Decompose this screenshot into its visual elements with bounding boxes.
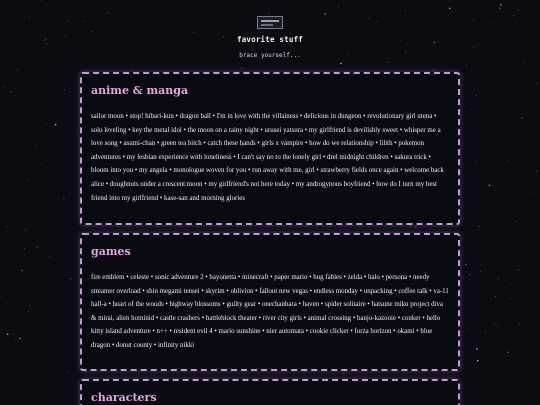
section-anime-manga [80, 72, 460, 225]
section-title-anime-manga: anime & manga [91, 84, 189, 97]
section-list-anime-manga: sailor moon • stop! hibari-kun • dragon ball • I'm in love with the villainess • delicious in dungeon • revolutionary girl utena • solo leveling • key the metal idol • the moon on a rainy night • urusei yatsura • my girlfriend is devilishly sweet • whisper me a love song • asumi-chan • green tea bitch • catch these hands • girls x vampire • how do we relationship • lilith • pokemon adventures • my lesbian experience with loneliness • I can't say no to the lonely girl • drel midnight children • sakura trick • bloom into you • my angela • monologue woven for you • run away with me, girl • strawberry fields once again • welcome back alice • doughnuts under a crescent moon • my girlfriend's not here today • my androgynous boyfriend • how do I turn my best friend into my girlfriend • kase-san and morning glories [91, 113, 444, 202]
section-characters [80, 379, 460, 405]
site-subtitle: brace yourself... [239, 52, 301, 59]
section-games [80, 233, 460, 371]
section-title-characters: characters [91, 391, 157, 404]
section-title-games: games [91, 245, 131, 258]
section-list-games: fire emblem • celeste • sonic adventure 2 • bayonetta • minecraft • paper mario • bug fables • zelda • halo • persona • needy streamer overload • shin megami tensei • skyrim • oblivion • fallout new vegas • endless monday • unpacking • coffee talk • va-11 hall-a • heart of the woods • highway blossoms • guilty gear • onechanbara • haven • spider solitaire • hatsune miku project diva & mirai, alien hominid • castle crashers • battleblock theater • river city girls • animal crossing • banjo-kazooie • conker • hello kitty island adventure • n++ • resident evil 4 • mario sunshine • nier automata • cookie clicker • forza horizon • okami • blue dragon • donut county • infinity nikki [91, 274, 449, 349]
site-title: favorite stuff [236, 35, 303, 44]
site-logo-badge[interactable] [257, 16, 283, 29]
